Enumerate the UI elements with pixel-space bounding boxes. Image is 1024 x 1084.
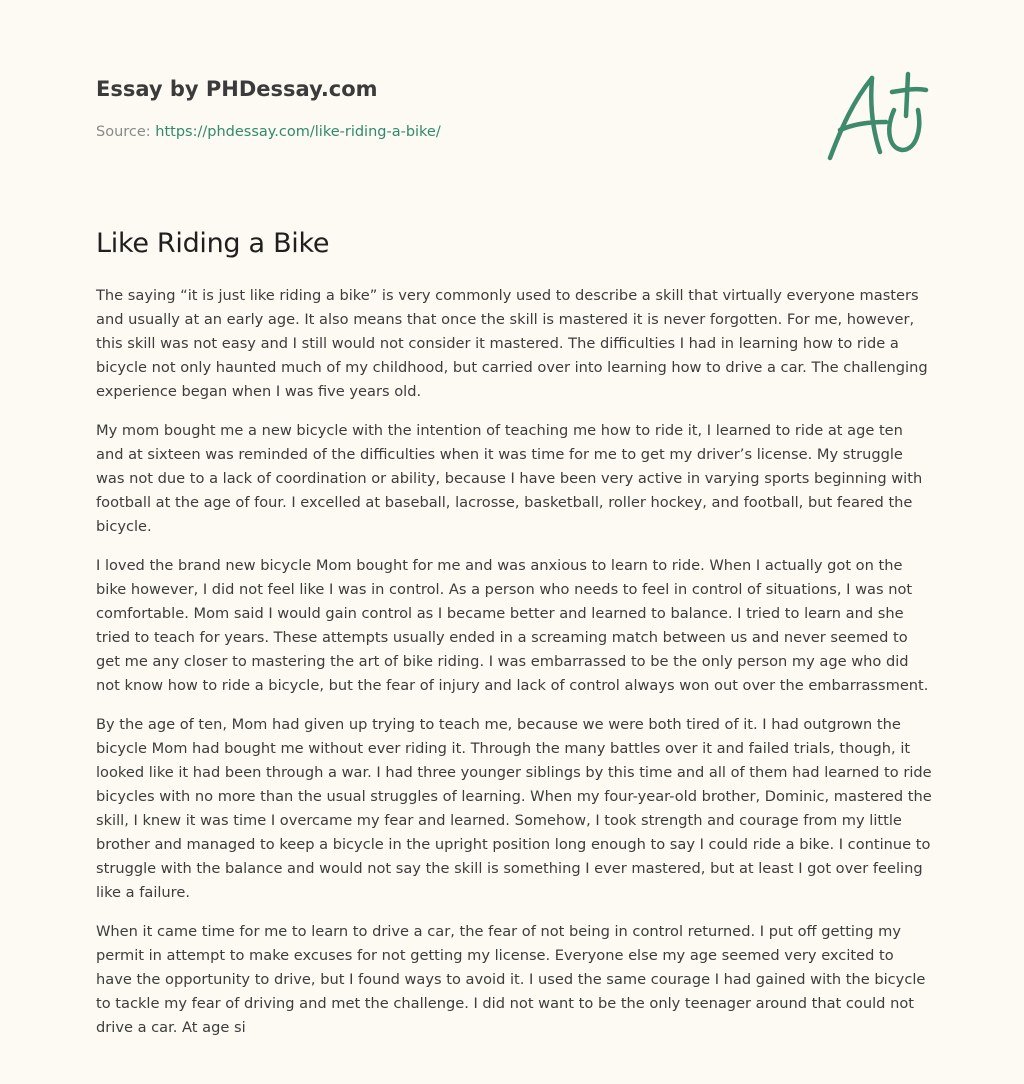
a-plus-logo-icon bbox=[820, 66, 930, 166]
source-line bbox=[96, 122, 796, 142]
source-label: Source: bbox=[96, 124, 156, 140]
paragraph-4: By the age of ten, Mom had given up trying to teach me, because we were both tired of it. I had outgrown the bicycle Mom had bought me without ever riding it. Through the many battles over it and failed trials, though, it looked like it had been through a war. I had three younger siblings by this time and all of them had learned to ride bicycles with no more than the usual struggles of learning. When my four-year-old brother, Dominic, mastered the skill, I knew it was time I overcame my fear and learned. Somehow, I took strength and courage from my little brother and managed to keep a bicycle in the upright position long enough to say I could ride a bike. I continue to struggle with the balance and would not say the skill is something I ever mastered, but at least I got over feeling like a failure. bbox=[96, 716, 932, 901]
source-link[interactable]: https://phdessay.com/like-riding-a-bike/ bbox=[155, 124, 441, 140]
paragraph-5: When it came time for me to learn to drive a car, the fear of not being in control returned. I put off getting my permit in attempt to make excuses for not getting my license. Everyone else my age seemed very excited to have the opportunity to drive, but I found ways to avoid it. I used the same courage I had gained with the bicycle to tackle my fear of driving and met the challenge. I did not want to be the only teenager around that could not drive a car. At age si bbox=[96, 923, 926, 1036]
site-brand: Essay by PHDessay.com bbox=[96, 77, 378, 101]
essay-body bbox=[96, 284, 932, 1055]
essay-header bbox=[96, 74, 796, 142]
essay-title: Like Riding a Bike bbox=[96, 228, 330, 259]
paragraph-1: The saying “it is just like riding a bike” is very commonly used to describe a skill that virtually everyone masters and usually at an early age. It also means that once the skill is mastered it is never forgotten. For me, however, this skill was not easy and I still would not consider it mastered. The difficulties I had in learning how to ride a bicycle not only haunted much of my childhood, but carried over into learning how to drive a car. The challenging experience began when I was five years old. bbox=[96, 287, 928, 400]
paragraph-2: My mom bought me a new bicycle with the intention of teaching me how to ride it, I learned to ride at age ten and at sixteen was reminded of the difficulties when it was time for me to get my driver’s license. My struggle was not due to a lack of coordination or ability, because I have been very active in varying sports beginning with football at the age of four. I excelled at baseball, lacrosse, basketball, roller hockey, and football, but feared the bicycle. bbox=[96, 422, 923, 535]
paragraph-3: I loved the brand new bicycle Mom bought for me and was anxious to learn to ride. When I actually got on the bike however, I did not feel like I was in control. As a person who needs to feel in control of situations, I was not comfortable. Mom said I would gain control as I became better and learned to balance. I tried to learn and she tried to teach for years. These attempts usually ended in a screaming match between us and never seemed to get me any closer to mastering the art of bike riding. I was embarrassed to be the only person my age who did not know how to ride a bicycle, but the fear of injury and lack of control always won out over the embarrassment. bbox=[96, 557, 929, 694]
